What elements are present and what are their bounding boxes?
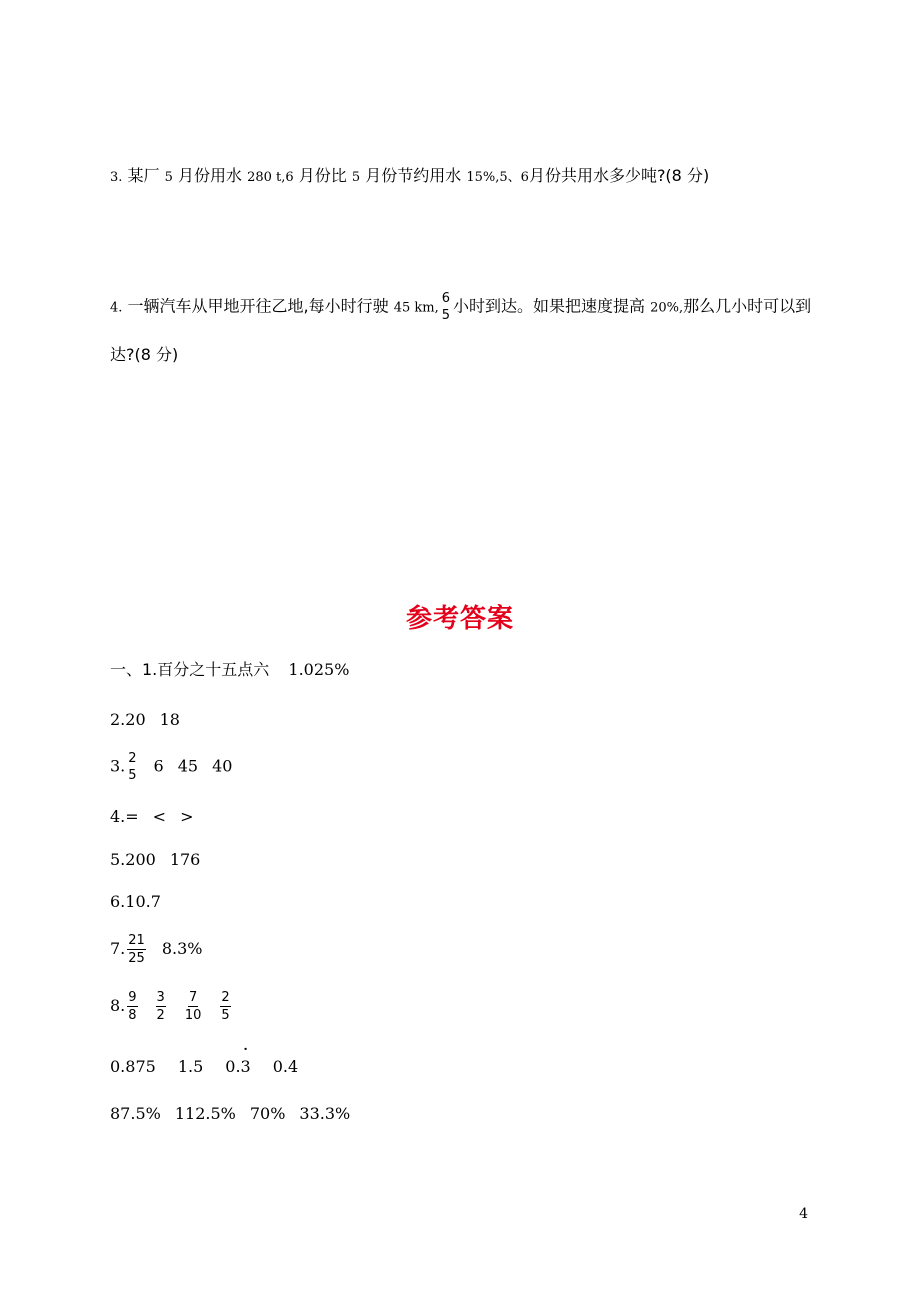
answer-key-title: 参考答案 (405, 604, 514, 634)
fraction: $\frac{21}{25}$ (128, 933, 145, 966)
question-4: 4. 一辆汽车从甲地开往乙地,每小时行驶 45 km, 6 5 小时到达。如果把速度提高 20%,那么几小时可以到 (110, 291, 812, 323)
fraction: 6 5 (441, 291, 450, 323)
answer-7: 7. $\frac{21}{25}$ 8.3% (110, 933, 203, 966)
repeating-digit: · 3 (240, 1039, 251, 1076)
answer-3: 3. 2 5 6 45 40 (110, 751, 233, 783)
fraction: $\frac{9}{8}$ (128, 990, 137, 1023)
answer-8: 8. $\frac{9}{8}$ $\frac{3}{2}$ $\frac{7}{10}$ $\frac{2}{5}$ (110, 990, 230, 1023)
answer-5: 5.200 176 (110, 850, 201, 869)
question-number: 3. (110, 170, 123, 185)
answer-1: 一、1.百分之十五点六 1.025% (110, 660, 350, 679)
repeating-dot-icon: · (242, 1039, 249, 1060)
answer-8-decimals: 0.875 1.5 0. · 3 0.4 (110, 1039, 299, 1076)
answer-8-percents: 87.5% 112.5% 70% 33.3% (110, 1104, 351, 1123)
question-3: 3. 某厂 5 月份用水 280 t,6 月份比 5 月份节约用水 15%,5、6月份共用水多少吨?(8 分) (110, 166, 710, 185)
answer-6: 6.10.7 (110, 892, 161, 911)
question-number: 4. (110, 300, 123, 316)
page-number: 4 (799, 1206, 808, 1222)
answer-2: 2.20 18 (110, 710, 180, 729)
answer-4: 4.= < > (110, 807, 194, 826)
fraction: $\frac{2}{5}$ (221, 990, 230, 1023)
fraction: $\frac{3}{2}$ (156, 990, 165, 1023)
question-4-continued: 达?(8 分) (110, 345, 179, 364)
fraction: $\frac{7}{10}$ (184, 990, 202, 1023)
fraction: 2 5 (128, 751, 137, 783)
